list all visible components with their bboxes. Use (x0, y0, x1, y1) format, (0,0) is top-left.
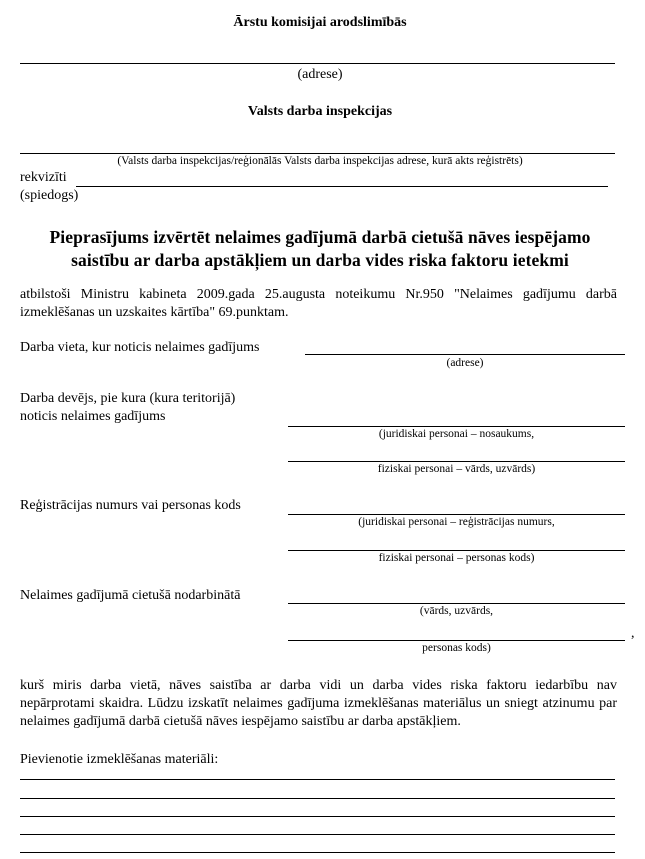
victim-label: Nelaimes gadījumā cietušā nodarbinātā (20, 588, 241, 603)
workplace-line[interactable] (305, 354, 625, 355)
inspection-address-line[interactable] (20, 153, 615, 154)
address-line[interactable] (20, 63, 615, 64)
registration-caption-1: (juridiskai personai – reģistrācijas numurs, (358, 516, 555, 528)
victim-line-1[interactable] (288, 603, 625, 604)
employer-label-line2: noticis nelaimes gadījums (20, 409, 166, 424)
victim-caption-1: (vārds, uzvārds, (419, 605, 494, 617)
address-caption: (adrese) (297, 67, 343, 82)
attachment-line-5[interactable] (20, 852, 615, 853)
inspection-heading: Valsts darba inspekcijas (247, 104, 393, 119)
attachment-line-4[interactable] (20, 834, 615, 835)
registration-line-2[interactable] (288, 550, 625, 551)
employer-line-1[interactable] (288, 426, 625, 427)
stamp-caption: (spiedogs) (20, 188, 79, 203)
employer-label-line1: Darba devējs, pie kura (kura teritorijā) (20, 391, 236, 406)
victim-comma: , (631, 626, 635, 641)
registration-line-1[interactable] (288, 514, 625, 515)
doctors-commission-heading: Ārstu komisijai arodslimībās (233, 15, 407, 30)
registration-caption-2: fiziskai personai – personas kods) (378, 552, 535, 564)
details-line[interactable] (76, 186, 608, 187)
attachment-line-3[interactable] (20, 816, 615, 817)
victim-line-2[interactable] (288, 640, 625, 641)
document-title (20, 226, 620, 272)
employer-caption-2: fiziskai personai – vārds, uzvārds) (377, 463, 536, 475)
employer-caption-1: (juridiskai personai – nosaukums, (378, 428, 535, 440)
details-label: rekvizīti (20, 170, 67, 185)
attachments-label: Pievienotie izmeklēšanas materiāli: (20, 752, 219, 767)
body-paragraph: kurš miris darba vietā, nāves saistība ar darba vidi un darba vides riska faktoru iedarbību nav nepārprotami skaidra. Lūdzu izskatīt nelaimes gadījuma izmeklēšanas materiālus un sniegt atzinumu par nelaimes gadījumā darbā cietušā nāves iespējamo saistību ar darba apstākļiem. (20, 678, 617, 729)
workplace-label: Darba vieta, kur noticis nelaimes gadījums (20, 340, 260, 355)
employer-line-2[interactable] (288, 461, 625, 462)
inspection-address-caption: (Valsts darba inspekcijas/reģionālās Valsts darba inspekcijas adrese, kurā akts reģistrēts) (117, 155, 523, 167)
registration-label: Reģistrācijas numurs vai personas kods (20, 498, 241, 513)
victim-caption-2: personas kods) (422, 642, 491, 654)
document-title-line2: saistību ar darba apstākļiem un darba vides riska faktoru ietekmi (71, 250, 569, 270)
attachment-line-1[interactable] (20, 779, 615, 780)
workplace-caption: (adrese) (446, 357, 484, 369)
attachment-line-2[interactable] (20, 798, 615, 799)
document-title-line1: Pieprasījums izvērtēt nelaimes gadījumā darbā cietušā nāves iespējamo (49, 227, 591, 247)
intro-paragraph: atbilstoši Ministru kabineta 2009.gada 25.augusta noteikumu Nr.950 "Nelaimes gadījumu darbā izmeklēšanas un uzskaites kārtība" 69.punktam. (20, 287, 617, 320)
